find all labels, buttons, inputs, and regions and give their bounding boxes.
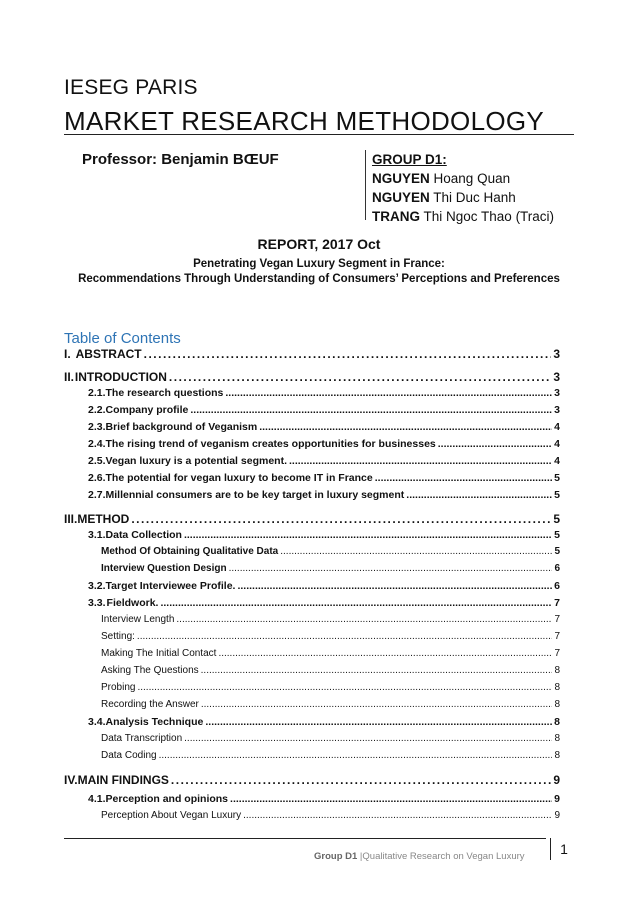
toc-entry[interactable]	[88, 421, 560, 433]
toc-entry-page: 8	[554, 699, 560, 710]
toc-heading: Table of Contents	[64, 330, 181, 347]
toc-entry-number: IV.	[64, 773, 78, 787]
toc-entry-page: 8	[554, 682, 560, 693]
toc-entry-number: 2.3.	[88, 421, 106, 433]
toc-entry-number: 4.1.	[88, 793, 106, 805]
toc-dot-leader	[169, 370, 551, 384]
toc-entry-number: 2.5.	[88, 455, 106, 467]
toc-entry[interactable]	[101, 810, 560, 821]
toc-entry-title: Data Coding	[101, 750, 157, 761]
toc-entry-number: 2.2.	[88, 404, 106, 416]
toc-dot-leader	[160, 597, 552, 609]
toc-dot-leader	[176, 614, 552, 625]
toc-entry-number: 3.2.	[88, 580, 106, 592]
toc-dot-leader	[375, 472, 552, 484]
toc-entry-page: 5	[553, 512, 560, 526]
toc-entry[interactable]	[88, 455, 560, 467]
member-first-name: Thi Duc Hanh	[433, 190, 516, 205]
toc-dot-leader	[184, 733, 552, 744]
toc-entry-page: 6	[554, 580, 560, 592]
toc-dot-leader	[218, 648, 552, 659]
toc-dot-leader	[230, 793, 552, 805]
report-subtitle-2: Recommendations Through Understanding of Consumers’ Perceptions and Preferences	[78, 273, 560, 285]
toc-dot-leader	[144, 347, 552, 361]
toc-dot-leader	[259, 421, 552, 433]
toc-entry[interactable]	[88, 597, 560, 609]
toc-entry-page: 9	[554, 810, 560, 821]
toc-entry-title: INTRODUCTION	[74, 370, 167, 384]
toc-dot-leader	[438, 438, 552, 450]
toc-entry-title: Data Collection	[105, 529, 182, 541]
toc-dot-leader	[137, 682, 552, 693]
toc-entry-page: 3	[553, 370, 560, 384]
toc-entry-title: The rising trend of veganism creates opportunities for businesses	[105, 438, 436, 450]
toc-dot-leader	[131, 512, 551, 526]
toc-entry-number: 2.4.	[88, 438, 106, 450]
toc-entry[interactable]	[88, 472, 560, 484]
toc-entry-title: MAIN FINDINGS	[77, 773, 169, 787]
toc-entry[interactable]	[88, 438, 560, 450]
toc-entry[interactable]	[101, 665, 560, 676]
toc-entry[interactable]	[64, 347, 560, 361]
footer-title: |Qualitative Research on Vegan Luxury	[359, 851, 525, 862]
toc-entry-title: Vegan luxury is a potential segment.	[105, 455, 287, 467]
toc-entry[interactable]	[88, 793, 560, 805]
toc-dot-leader	[280, 546, 552, 557]
toc-dot-leader	[137, 631, 553, 642]
toc-entry-page: 7	[554, 631, 560, 642]
professor-name: Professor: Benjamin BŒUF	[82, 151, 279, 168]
toc-entry[interactable]	[101, 733, 560, 744]
toc-entry-page: 8	[554, 665, 560, 676]
toc-entry[interactable]	[88, 404, 560, 416]
toc-entry-page: 6	[554, 563, 560, 574]
toc-entry[interactable]	[101, 699, 560, 710]
toc-entry-title: Millennial consumers are to be key target in luxury segment	[105, 489, 405, 501]
member-first-name: Thi Ngoc Thao (Traci)	[423, 209, 555, 224]
toc-entry-page: 4	[554, 421, 560, 433]
toc-entry-page: 3	[553, 347, 560, 361]
toc-dot-leader	[243, 810, 552, 821]
toc-entry-title: Target Interviewee Profile.	[105, 580, 236, 592]
toc-entry-title: Probing	[101, 682, 136, 693]
toc-entry-title: Perception About Vegan Luxury	[101, 810, 242, 821]
toc-dot-leader	[225, 387, 552, 399]
toc-entry-title: Method Of Obtaining Qualitative Data	[101, 546, 279, 557]
toc-entry-number: 2.1.	[88, 387, 106, 399]
toc-dot-leader	[237, 580, 552, 592]
toc-entry-number: 3.3.	[88, 597, 106, 609]
toc-entry[interactable]	[88, 716, 560, 728]
toc-dot-leader	[205, 716, 552, 728]
toc-entry-title: Fieldwork.	[106, 597, 159, 609]
toc-dot-leader	[201, 665, 553, 676]
toc-entry-title: Company profile	[105, 404, 189, 416]
toc-entry[interactable]	[101, 750, 560, 761]
toc-entry-number: 2.6.	[88, 472, 106, 484]
toc-entry-title: METHOD	[77, 512, 130, 526]
footer-text	[314, 851, 525, 862]
toc-entry-title: Data Transcription	[101, 733, 183, 744]
toc-entry-title: Brief background of Veganism	[105, 421, 258, 433]
toc-entry-page: 5	[554, 546, 560, 557]
toc-entry-number: II.	[64, 370, 75, 384]
toc-entry-page: 8	[554, 716, 560, 728]
toc-entry[interactable]	[88, 387, 560, 399]
toc-entry-number: 2.7.	[88, 489, 106, 501]
toc-entry[interactable]	[101, 682, 560, 693]
toc-entry-title: Recording the Answer	[101, 699, 199, 710]
group-title: GROUP D1:	[372, 152, 447, 167]
toc-dot-leader	[159, 750, 553, 761]
toc-entry[interactable]	[64, 512, 560, 526]
toc-entry-page: 4	[554, 455, 560, 467]
toc-entry[interactable]	[64, 370, 560, 384]
report-subtitle: Penetrating Vegan Luxury Segment in France:	[193, 258, 445, 270]
toc-entry[interactable]	[101, 614, 560, 625]
toc-dot-leader	[229, 563, 553, 574]
toc-entry[interactable]	[101, 546, 560, 557]
toc-entry[interactable]	[101, 631, 560, 642]
toc-entry[interactable]	[101, 648, 560, 659]
report-date-line: REPORT, 2017 Oct	[257, 236, 381, 252]
toc-entry-title: Interview Length	[101, 614, 175, 625]
toc-entry-page: 7	[554, 614, 560, 625]
toc-dot-leader	[190, 404, 552, 416]
toc-entry-title: Making The Initial Contact	[101, 648, 217, 659]
toc-dot-leader	[406, 489, 552, 501]
page-number: 1	[550, 838, 577, 860]
toc-entry-page: 5	[554, 529, 560, 541]
toc-entry-page: 9	[554, 793, 560, 805]
group-member	[372, 169, 572, 188]
toc-dot-leader	[171, 773, 551, 787]
group-member	[372, 207, 572, 226]
footer-group: Group D1	[314, 851, 358, 862]
toc-entry-number: 3.1.	[88, 529, 106, 541]
toc-entry-page: 3	[554, 404, 560, 416]
member-first-name: Hoang Quan	[433, 171, 511, 186]
toc-entry-title: Setting:	[101, 631, 135, 642]
toc-entry-title: Perception and opinions	[105, 793, 229, 805]
toc-entry[interactable]	[101, 563, 560, 574]
toc-entry-page: 5	[554, 489, 560, 501]
toc-entry-title: ABSTRACT	[75, 347, 142, 361]
toc-entry-title: Analysis Technique	[105, 716, 204, 728]
member-last-name: NGUYEN	[372, 190, 430, 205]
toc-dot-leader	[184, 529, 552, 541]
toc-entry-page: 4	[554, 438, 560, 450]
toc-entry[interactable]	[64, 773, 560, 787]
toc-entry[interactable]	[88, 489, 560, 501]
toc-entry-page: 8	[554, 733, 560, 744]
toc-entry-number: III.	[64, 512, 78, 526]
group-members-box	[365, 150, 572, 224]
toc-entry-title: The potential for vegan luxury to become IT in France	[105, 472, 373, 484]
school-name: IESEG PARIS	[64, 76, 198, 99]
toc-dot-leader	[201, 699, 553, 710]
member-last-name: NGUYEN	[372, 171, 430, 186]
toc-entry-title: Interview Question Design	[101, 563, 227, 574]
toc-entry-title: Asking The Questions	[101, 665, 199, 676]
toc-entry-number: 3.4.	[88, 716, 106, 728]
member-last-name: TRANG	[372, 209, 420, 224]
toc-entry[interactable]	[88, 580, 560, 592]
toc-entry-page: 9	[553, 773, 560, 787]
toc-entry-page: 7	[554, 597, 560, 609]
toc-entry-page: 7	[554, 648, 560, 659]
toc-entry-number: I.	[64, 347, 71, 361]
group-member	[372, 188, 572, 207]
toc-dot-leader	[289, 455, 552, 467]
title-divider	[64, 134, 574, 135]
toc-entry-page: 3	[554, 387, 560, 399]
toc-entry[interactable]	[88, 529, 560, 541]
document-title: MARKET RESEARCH METHODOLOGY	[64, 106, 545, 136]
footer-divider	[64, 838, 546, 839]
toc-entry-page: 8	[554, 750, 560, 761]
toc-entry-title: The research questions	[105, 387, 224, 399]
toc-entry-page: 5	[554, 472, 560, 484]
